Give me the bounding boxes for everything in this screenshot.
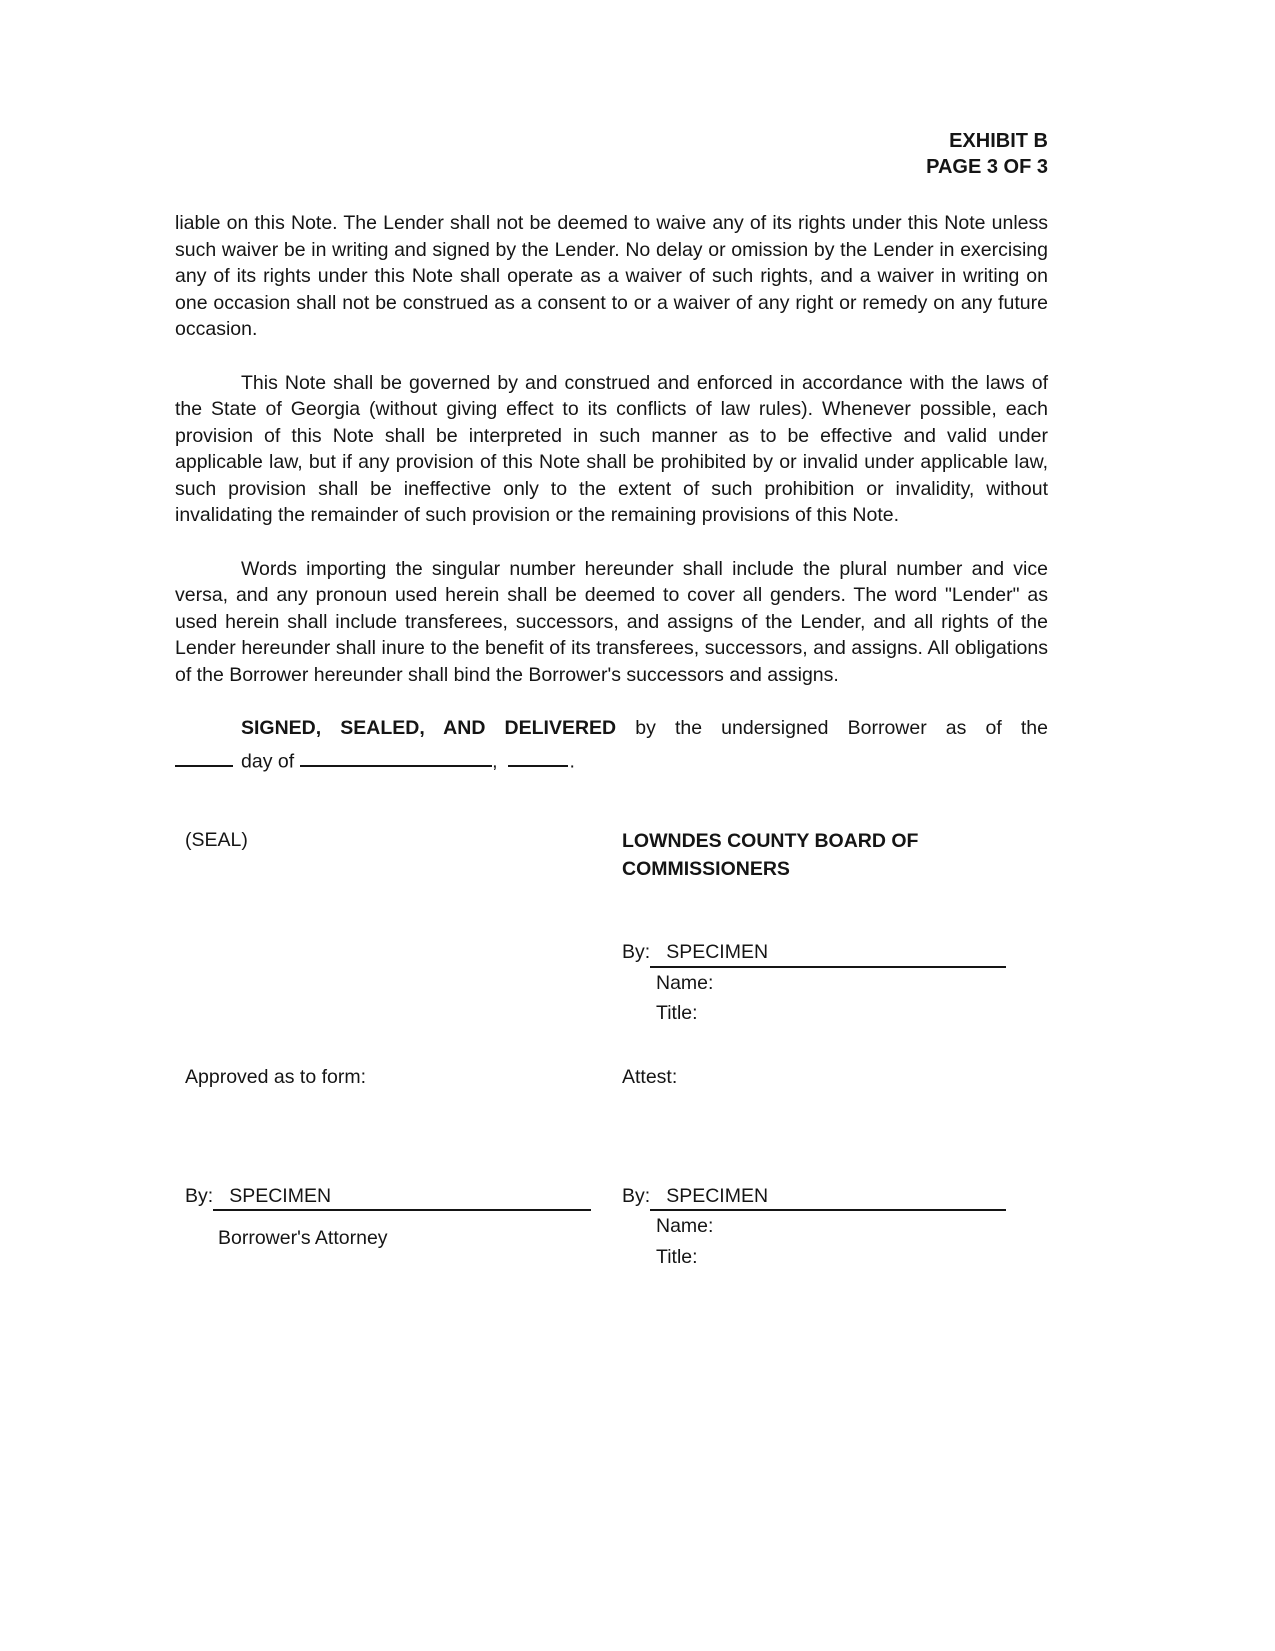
board-name <box>622 827 1048 884</box>
board-signature-line <box>650 939 1006 968</box>
board-signature-block <box>622 939 1048 1028</box>
attorney-signature-block <box>175 1183 622 1252</box>
board-name-title-labels <box>622 968 1048 1028</box>
day-blank <box>175 747 233 768</box>
board-name-line1: LOWNDES COUNTY BOARD OF <box>622 829 919 852</box>
board-by-line <box>622 939 1048 968</box>
exhibit-header <box>175 128 1048 180</box>
title-label: Title: <box>656 1002 698 1025</box>
signed-sealed-paragraph <box>175 715 1048 775</box>
by-label: By: <box>185 1184 214 1207</box>
paragraph-governing-law: This Note shall be governed by and construed and enforced in accordance with the laws of the State of Georgia (without giving effect to its conflicts of law rules). Whenever possible, each provision of this Note shall be interpreted in such manner as to be effective and valid under applicable law, but if any provision of this Note shall be prohibited by or invalid under applicable law, such provision shall be ineffective only to the extent of such prohibition or invalidity, without invalidating the remainder of such provision or the remaining provisions of this Note. <box>175 371 1048 527</box>
attest-name-title-labels <box>622 1211 1048 1271</box>
attorney-attest-signature-row <box>175 1183 1048 1272</box>
board-signature-row <box>175 939 1048 1028</box>
attest-signature-block <box>622 1183 1048 1272</box>
signed-sealed-rest: by the undersigned Borrower as of the <box>616 717 1048 740</box>
seal-and-board-row <box>175 827 1048 884</box>
attest-label: Attest: <box>622 1066 678 1089</box>
title-label: Title: <box>656 1245 698 1268</box>
approved-attest-row <box>175 1064 1048 1091</box>
signed-sealed-bold: SIGNED, SEALED, AND DELIVERED <box>241 717 617 740</box>
board-name-line2: COMMISSIONERS <box>622 858 790 881</box>
approved-as-to-form-label: Approved as to form: <box>185 1066 367 1089</box>
page-number-label: PAGE 3 OF 3 <box>926 156 1048 178</box>
attest-signature-line <box>650 1183 1006 1212</box>
attest-by-line <box>622 1183 1048 1212</box>
seal-label: (SEAL) <box>185 828 248 851</box>
attorney-signature-line <box>213 1183 591 1212</box>
comma-text: , <box>492 750 498 773</box>
by-label: By: <box>622 1184 651 1207</box>
specimen-text: SPECIMEN <box>229 1184 332 1207</box>
signature-section <box>175 827 1048 1272</box>
signed-sealed-line <box>175 715 1048 742</box>
paragraph-construction: Words importing the singular number hereunder shall include the plural number and vice versa, and any pronoun used herein shall be deemed to cover all genders. The word "Lender" as used herein shall include transferees, successors, and assigns of the Lender, and all rights of the Lender hereunder shall inure to the benefit of its transferees, successors, and assigns. All obligations of the Borrower hereunder shall bind the Borrower's successors and assigns. <box>175 557 1048 686</box>
by-label: By: <box>622 941 651 964</box>
exhibit-label: EXHIBIT B <box>949 130 1048 152</box>
name-label: Name: <box>656 971 714 994</box>
name-label: Name: <box>656 1215 714 1238</box>
paragraph-waiver: liable on this Note. The Lender shall not be deemed to waive any of its rights under this Note unless such waiver be in writing and signed by the Lender. No delay or omission by the Lender in exercising any of its rights under this Note shall operate as a waiver of such rights, and a waiver in writing on one occasion shall not be construed as a consent to or a waiver of any right or remedy on any future occasion. <box>175 212 1048 341</box>
attorney-by-line <box>185 1183 622 1212</box>
date-blank-line <box>175 747 1048 775</box>
borrowers-attorney-label: Borrower's Attorney <box>218 1227 388 1250</box>
period-text: . <box>569 750 575 773</box>
day-of-text: day of <box>241 750 295 773</box>
year-blank <box>508 747 568 768</box>
specimen-text: SPECIMEN <box>666 1184 769 1207</box>
month-blank <box>300 747 492 768</box>
specimen-text: SPECIMEN <box>666 941 769 964</box>
